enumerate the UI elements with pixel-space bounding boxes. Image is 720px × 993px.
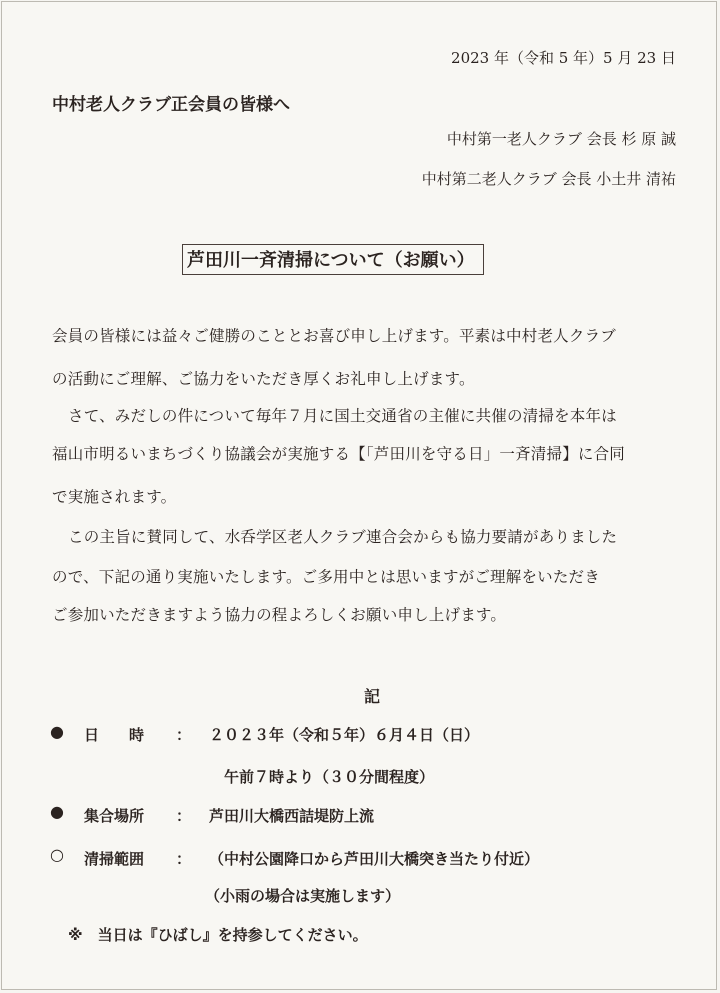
- hollow-bullet-icon: ○: [50, 845, 64, 864]
- rain-note: （小雨の場合は実施します）: [205, 887, 401, 905]
- recipient-line: 中村老人クラブ正会員の皆様へ: [52, 95, 290, 115]
- paragraph-line: ので、下記の通り実施いたします。ご多用中とは思いますがご理解をいただき: [52, 568, 600, 586]
- colon: ：: [176, 807, 192, 825]
- paragraph-line: の活動にご理解、ご協力をいただき厚くお礼申し上げます。: [52, 370, 475, 388]
- filled-bullet-icon: ●: [50, 722, 64, 741]
- cleanup-area-value: （中村公園降口から芦田川大橋突き当たり付近）: [209, 850, 540, 868]
- letter-date: 2023 年（令和 5 年）5 月 23 日: [451, 49, 676, 67]
- paragraph-line: 福山市明るいまちづくり協議会が実施する【「芦田川を守る日」一斉清掃】に合同: [52, 445, 625, 463]
- colon: ：: [176, 850, 192, 868]
- paragraph-line: ご参加いただきますよう協力の程よろしくお願い申し上げます。: [52, 606, 507, 624]
- paragraph-line: この主旨に賛同して、水呑学区老人クラブ連合会からも協力要請がありました: [68, 528, 618, 546]
- colon: ：: [176, 726, 192, 744]
- cleanup-area-label: 清掃範囲: [84, 850, 145, 868]
- filled-bullet-icon: ●: [50, 802, 64, 821]
- notice-heading: 記: [364, 687, 381, 706]
- sender-line-1: 中村第一老人クラブ 会長 杉 原 誠: [446, 130, 676, 148]
- paragraph-line: 会員の皆様には益々ご健勝のこととお喜び申し上げます。平素は中村老人クラブ: [52, 327, 616, 345]
- meeting-place-label: 集合場所: [84, 807, 145, 825]
- datetime-value: ２０２３年（令和５年）６月４日（日）: [209, 726, 480, 744]
- letter-title: 芦田川一斉清掃について（お願い）: [182, 244, 484, 275]
- letter-sheet: [1, 1, 717, 990]
- meeting-place-value: 芦田川大橋西詰堤防上流: [209, 807, 375, 825]
- paragraph-line: さて、みだしの件について毎年７月に国土交通省の主催に共催の清掃を本年は: [68, 407, 617, 425]
- paragraph-line: で実施されます。: [52, 488, 177, 506]
- sender-line-2: 中村第二老人クラブ 会長 小土井 清祐: [421, 170, 676, 188]
- time-value: 午前７時より（３０分間程度）: [224, 768, 435, 786]
- bring-tongs-note: ※ 当日は『ひばし』を持参してください。: [68, 926, 368, 944]
- datetime-label: 日 時: [84, 726, 145, 744]
